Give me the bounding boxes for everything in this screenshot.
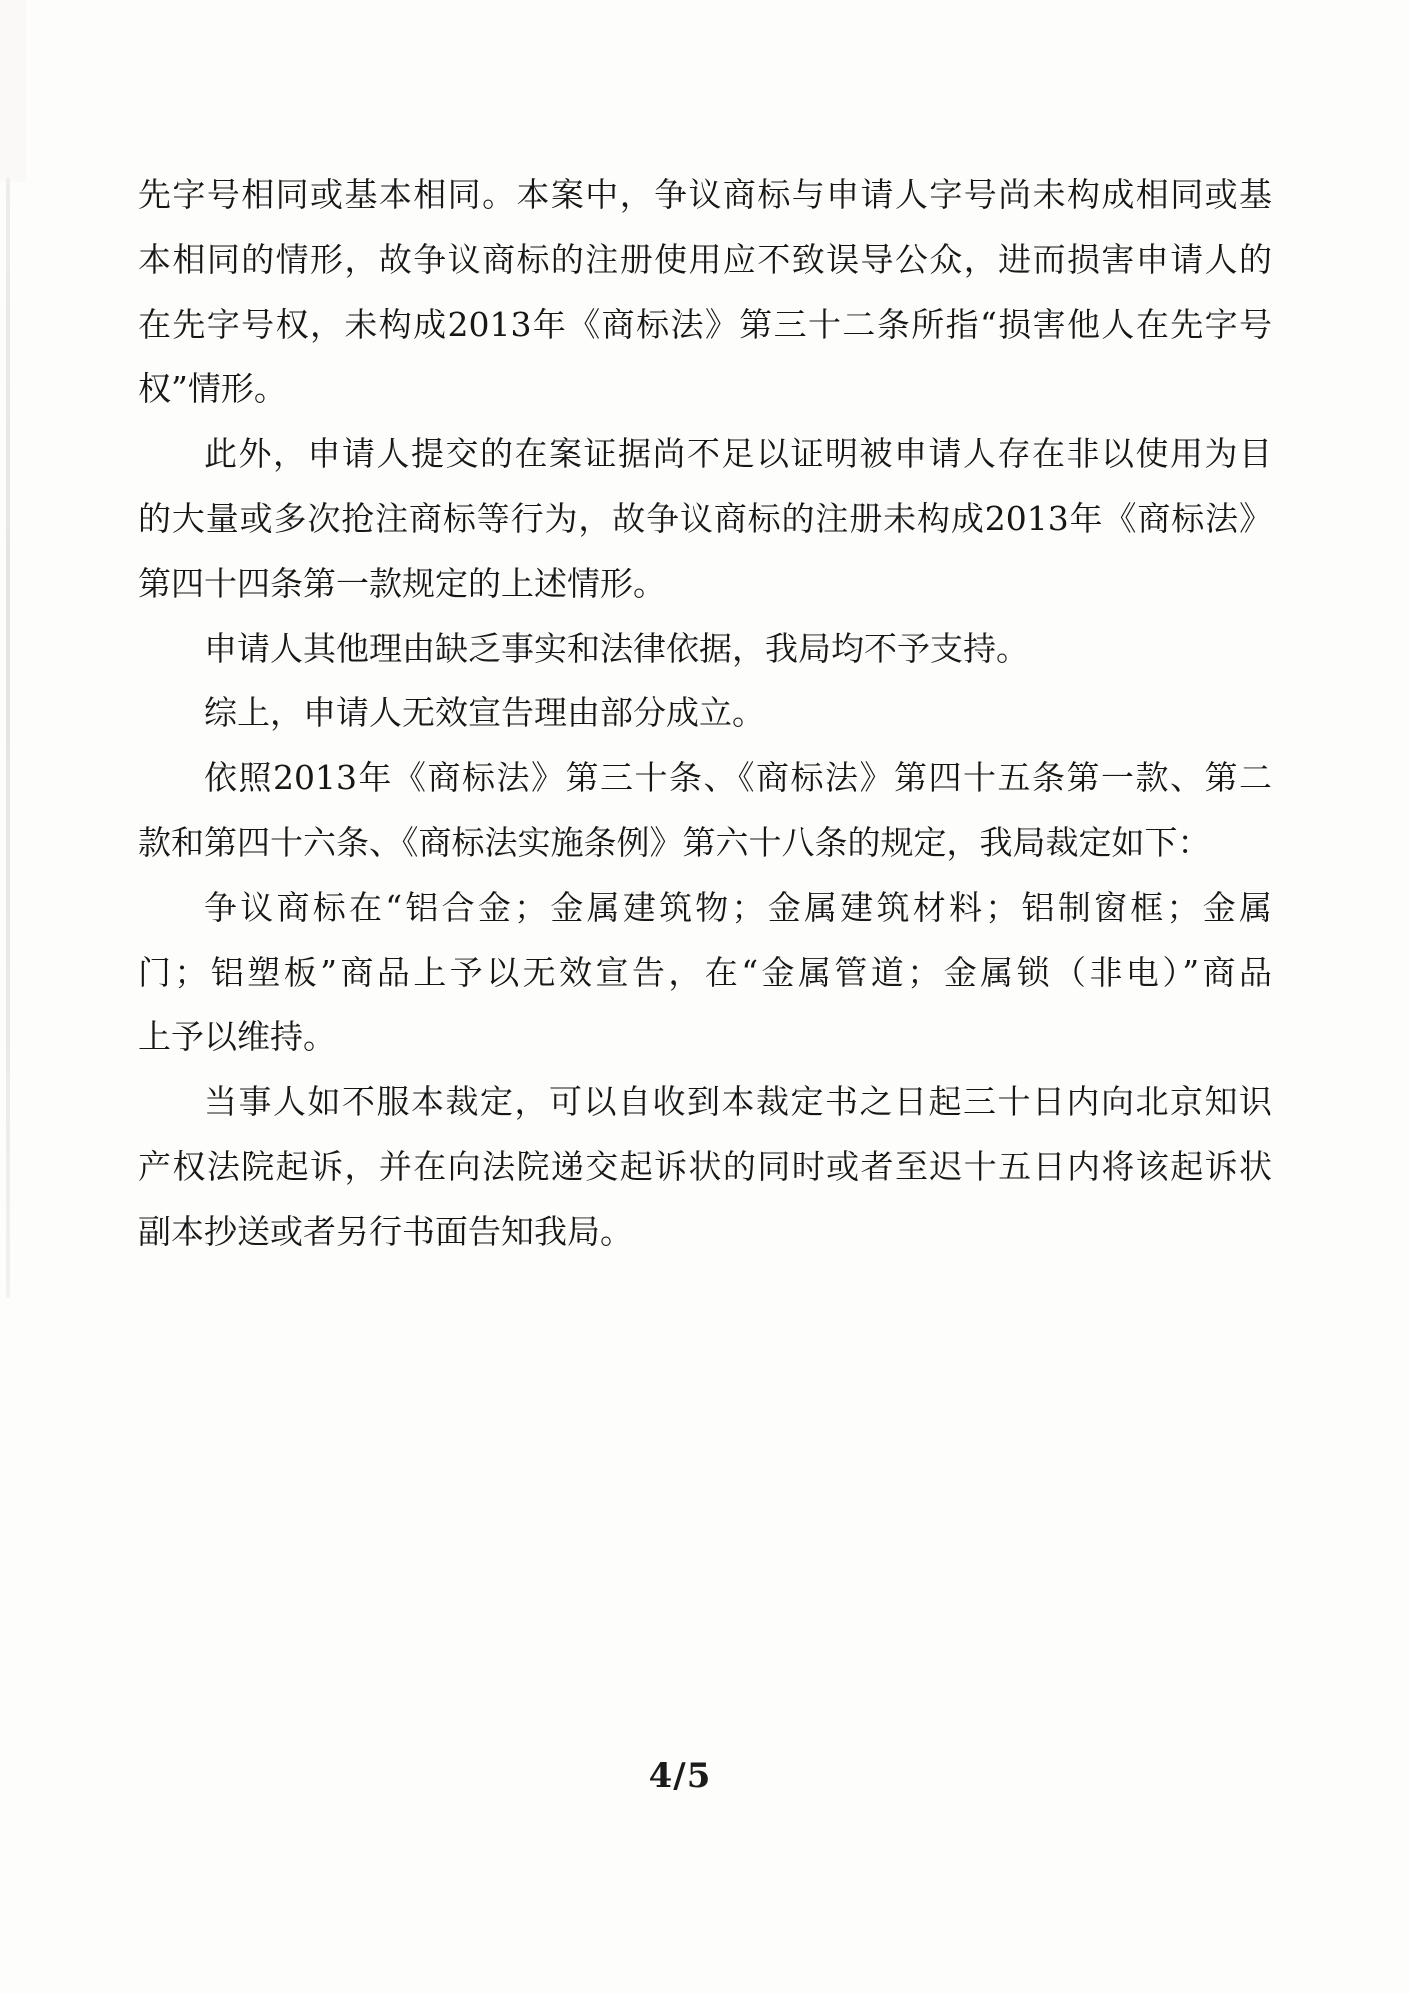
text-line: 款和第四十六条、《商标法实施条例》第六十八条的规定，我局裁定如下： <box>138 822 1211 862</box>
text-line: 争议商标在“铝合金；金属建筑物；金属建筑材料；铝制窗框；金属 <box>204 887 1272 927</box>
body-text-block <box>138 163 1272 1265</box>
text-line: 副本抄送或者另行书面告知我局。 <box>138 1211 633 1251</box>
text-line: 依照2013年《商标法》第三十条、《商标法》第四十五条第一款、第二 <box>204 758 1272 798</box>
text-line: 申请人其他理由缺乏事实和法律依据，我局均不予支持。 <box>204 628 1029 668</box>
text-line: 在先字号权，未构成2013年《商标法》第三十二条所指“损害他人在先字号 <box>138 304 1272 344</box>
text-line: 上予以维持。 <box>138 1017 336 1057</box>
text-line: 本相同的情形，故争议商标的注册使用应不致误导公众，进而损害申请人的 <box>138 239 1272 279</box>
text-line: 权”情形。 <box>138 369 287 409</box>
text-line: 的大量或多次抢注商标等行为，故争议商标的注册未构成2013年《商标法》 <box>138 498 1272 538</box>
text-line: 综上，申请人无效宣告理由部分成立。 <box>204 693 765 733</box>
text-line: 产权法院起诉，并在向法院递交起诉状的同时或者至迟十五日内将该起诉状 <box>138 1146 1272 1186</box>
text-line: 此外，申请人提交的在案证据尚不足以证明被申请人存在非以使用为目 <box>204 434 1272 474</box>
text-line: 当事人如不服本裁定，可以自收到本裁定书之日起三十日内向北京知识 <box>204 1082 1272 1122</box>
scan-corner-shade-artifact <box>0 0 26 182</box>
page-number: 4/5 <box>648 1756 712 1796</box>
text-line: 先字号相同或基本相同。本案中，争议商标与申请人字号尚未构成相同或基 <box>138 175 1272 214</box>
scan-edge-line-artifact <box>6 178 10 1298</box>
text-line: 门；铝塑板”商品上予以无效宣告，在“金属管道；金属锁（非电）”商品 <box>138 952 1272 992</box>
text-line: 第四十四条第一款规定的上述情形。 <box>138 563 666 603</box>
